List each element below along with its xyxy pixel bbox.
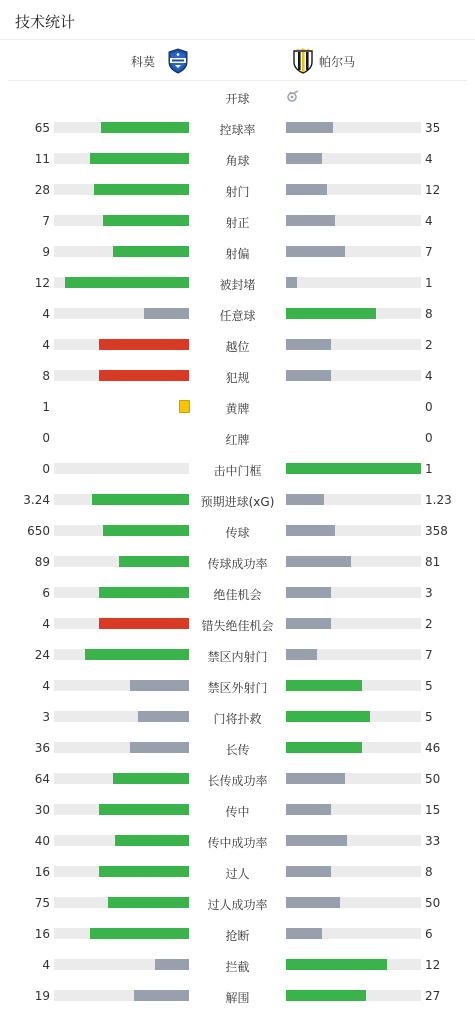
home-bar-track [54, 835, 189, 846]
stat-label: 开球 [225, 92, 250, 106]
home-bar-fill [113, 246, 189, 257]
home-bar-fill [144, 308, 189, 319]
home-value: 12 [34, 276, 50, 290]
home-value: 4 [42, 617, 50, 631]
home-bar-fill [130, 742, 189, 753]
away-bar-fill [286, 370, 331, 381]
away-bar-track [286, 742, 421, 753]
home-bar-track [54, 184, 189, 195]
home-value: 7 [42, 214, 50, 228]
home-team-name: 科莫 [130, 55, 155, 69]
home-team-crest-icon [166, 48, 190, 78]
stat-label: 射偏 [225, 247, 250, 261]
home-value: 28 [34, 183, 50, 197]
away-value: 2 [425, 617, 433, 631]
away-bar-fill [286, 649, 317, 660]
home-bar-track [54, 370, 189, 381]
away-bar-fill [286, 866, 331, 877]
stat-row [0, 299, 475, 330]
away-bar-track [286, 339, 421, 350]
home-value: 9 [42, 245, 50, 259]
home-value: 0 [42, 431, 50, 445]
stat-row [0, 640, 475, 671]
home-value: 4 [42, 958, 50, 972]
stat-row [0, 919, 475, 950]
home-bar-track [54, 277, 189, 288]
away-value: 3 [425, 586, 433, 600]
home-bar-fill [99, 370, 189, 381]
home-bar-fill [65, 277, 189, 288]
home-bar-track [54, 649, 189, 660]
home-bar-track [54, 804, 189, 815]
home-value: 8 [42, 369, 50, 383]
home-bar-fill [92, 494, 189, 505]
home-bar-track [54, 339, 189, 350]
home-value: 4 [42, 679, 50, 693]
away-value: 4 [425, 214, 433, 228]
stat-row [0, 609, 475, 640]
away-value: 5 [425, 679, 433, 693]
away-bar-fill [286, 308, 376, 319]
away-bar-fill [286, 494, 324, 505]
stat-row [0, 206, 475, 237]
stat-label: 过人 [225, 867, 250, 881]
home-value: 89 [34, 555, 50, 569]
away-bar-track [286, 277, 421, 288]
stat-label: 过人成功率 [207, 898, 268, 912]
home-bar-track [54, 122, 189, 133]
away-bar-track [286, 618, 421, 629]
away-value: 2 [425, 338, 433, 352]
away-bar-fill [286, 835, 347, 846]
away-team-name: 帕尔马 [319, 55, 356, 69]
away-bar-track [286, 897, 421, 908]
home-bar-fill [108, 897, 189, 908]
stat-row [0, 826, 475, 857]
stat-row [0, 423, 475, 454]
section-header [0, 0, 475, 40]
away-bar-track [286, 866, 421, 877]
away-value: 7 [425, 245, 433, 259]
away-value: 35 [425, 121, 441, 135]
stat-label: 禁区外射门 [207, 681, 268, 695]
stat-row [0, 516, 475, 547]
home-value: 36 [34, 741, 50, 755]
away-bar-track [286, 153, 421, 164]
home-bar-track [54, 618, 189, 629]
home-value: 3.24 [23, 493, 50, 507]
away-value: 8 [425, 865, 433, 879]
yellow-card-icon [179, 400, 190, 413]
stat-label: 绝佳机会 [213, 588, 262, 602]
stat-label: 长传成功率 [207, 774, 268, 788]
away-bar-fill [286, 122, 333, 133]
home-value: 64 [34, 772, 50, 786]
stat-label: 长传 [225, 743, 250, 757]
stat-label: 任意球 [219, 309, 256, 323]
home-value: 1 [42, 400, 50, 414]
away-bar-fill [286, 463, 421, 474]
stat-label: 犯规 [225, 371, 250, 385]
stat-label: 抢断 [225, 929, 250, 943]
home-value: 24 [34, 648, 50, 662]
away-value: 6 [425, 927, 433, 941]
stat-label: 传中 [225, 805, 250, 819]
away-bar-fill [286, 680, 362, 691]
stat-label: 传球成功率 [207, 557, 268, 571]
away-value: 7 [425, 648, 433, 662]
stat-label: 预期进球(xG) [200, 495, 275, 509]
home-bar-track [54, 990, 189, 1001]
away-bar-track [286, 246, 421, 257]
home-bar-track [54, 246, 189, 257]
away-value: 0 [425, 400, 433, 414]
away-bar-track [286, 463, 421, 474]
home-bar-track [54, 680, 189, 691]
home-bar-fill [99, 618, 189, 629]
home-value: 4 [42, 307, 50, 321]
stat-label: 传中成功率 [207, 836, 268, 850]
away-value: 4 [425, 152, 433, 166]
home-bar-track [54, 463, 189, 474]
away-bar-fill [286, 804, 331, 815]
stat-row [0, 113, 475, 144]
away-value: 50 [425, 896, 441, 910]
away-bar-fill [286, 773, 345, 784]
home-bar-fill [134, 990, 189, 1001]
away-value: 33 [425, 834, 441, 848]
away-bar-track [286, 711, 421, 722]
away-bar-fill [286, 618, 331, 629]
home-bar-track [54, 525, 189, 536]
home-bar-track [54, 866, 189, 877]
home-value: 6 [42, 586, 50, 600]
home-bar-fill [99, 339, 189, 350]
home-bar-fill [103, 525, 189, 536]
home-bar-track [54, 215, 189, 226]
stat-label: 禁区内射门 [207, 650, 268, 664]
stat-row [0, 454, 475, 485]
away-bar-fill [286, 184, 327, 195]
away-value: 5 [425, 710, 433, 724]
away-bar-fill [286, 928, 322, 939]
away-bar-track [286, 494, 421, 505]
away-bar-track [286, 184, 421, 195]
away-value: 0 [425, 431, 433, 445]
home-value: 3 [42, 710, 50, 724]
away-bar-track [286, 680, 421, 691]
stat-row [0, 175, 475, 206]
home-bar-fill [119, 556, 189, 567]
away-bar-track [286, 215, 421, 226]
home-bar-fill [155, 959, 189, 970]
stat-row [0, 578, 475, 609]
home-value: 16 [34, 865, 50, 879]
away-bar-track [286, 990, 421, 1001]
away-value: 4 [425, 369, 433, 383]
away-bar-fill [286, 277, 297, 288]
home-bar-fill [103, 215, 189, 226]
stat-label: 门将扑救 [213, 712, 262, 726]
away-bar-track [286, 556, 421, 567]
away-bar-track [286, 804, 421, 815]
stat-row [0, 888, 475, 919]
home-bar-fill [113, 773, 189, 784]
home-value: 16 [34, 927, 50, 941]
stat-label: 射门 [225, 185, 250, 199]
stat-row [0, 795, 475, 826]
home-bar-track [54, 742, 189, 753]
stat-label: 角球 [225, 154, 250, 168]
away-bar-fill [286, 711, 370, 722]
home-value: 65 [34, 121, 50, 135]
home-bar-fill [99, 866, 189, 877]
home-value: 30 [34, 803, 50, 817]
stat-row [0, 671, 475, 702]
home-bar-track [54, 587, 189, 598]
home-bar-track [54, 494, 189, 505]
stat-label: 击中门框 [213, 464, 262, 478]
away-bar-track [286, 928, 421, 939]
away-value: 81 [425, 555, 441, 569]
stat-label: 被封堵 [219, 278, 256, 292]
away-bar-track [286, 308, 421, 319]
stat-row [0, 950, 475, 981]
home-bar-track [54, 959, 189, 970]
away-bar-track [286, 525, 421, 536]
home-value: 11 [34, 152, 50, 166]
stat-row [0, 981, 475, 1012]
home-value: 4 [42, 338, 50, 352]
away-bar-track [286, 649, 421, 660]
home-value: 40 [34, 834, 50, 848]
away-value: 46 [425, 741, 441, 755]
away-value: 358 [425, 524, 448, 538]
home-value: 19 [34, 989, 50, 1003]
stat-row [0, 485, 475, 516]
home-bar-fill [85, 649, 189, 660]
away-bar-track [286, 835, 421, 846]
away-value: 8 [425, 307, 433, 321]
away-bar-fill [286, 153, 322, 164]
home-bar-fill [90, 153, 189, 164]
stat-row [0, 857, 475, 888]
away-value: 50 [425, 772, 441, 786]
away-bar-fill [286, 897, 340, 908]
section-title: 技术统计 [15, 13, 76, 31]
stat-row [0, 702, 475, 733]
stat-label: 越位 [225, 340, 250, 354]
away-bar-fill [286, 339, 331, 350]
stat-label: 红牌 [225, 433, 250, 447]
home-bar-track [54, 308, 189, 319]
stat-row [0, 268, 475, 299]
home-bar-track [54, 711, 189, 722]
kickoff-whistle-icon [286, 89, 300, 106]
stat-row [0, 82, 475, 113]
away-team-crest-icon [292, 48, 314, 78]
stat-label: 错失绝佳机会 [201, 619, 274, 633]
home-bar-fill [99, 804, 189, 815]
home-bar-track [54, 773, 189, 784]
stat-label: 传球 [225, 526, 250, 540]
home-value: 650 [27, 524, 50, 538]
away-bar-fill [286, 587, 331, 598]
away-bar-fill [286, 556, 351, 567]
away-bar-track [286, 587, 421, 598]
stat-row [0, 144, 475, 175]
away-bar-track [286, 122, 421, 133]
away-bar-fill [286, 959, 387, 970]
stat-row [0, 392, 475, 423]
away-bar-fill [286, 246, 345, 257]
home-bar-fill [138, 711, 189, 722]
home-value: 75 [34, 896, 50, 910]
stat-row [0, 764, 475, 795]
home-bar-track [54, 153, 189, 164]
home-bar-fill [101, 122, 189, 133]
away-value: 15 [425, 803, 441, 817]
home-bar-track [54, 556, 189, 567]
stats-list [0, 82, 475, 1012]
away-bar-fill [286, 742, 362, 753]
away-bar-track [286, 959, 421, 970]
stat-label: 控球率 [219, 123, 256, 137]
stat-row [0, 237, 475, 268]
home-value: 0 [42, 462, 50, 476]
home-bar-fill [115, 835, 189, 846]
home-bar-fill [130, 680, 189, 691]
stat-label: 解围 [225, 991, 250, 1005]
home-bar-fill [99, 587, 189, 598]
away-value: 12 [425, 958, 441, 972]
stat-row [0, 733, 475, 764]
away-value: 12 [425, 183, 441, 197]
away-value: 1 [425, 462, 433, 476]
stat-row [0, 361, 475, 392]
home-bar-fill [90, 928, 189, 939]
stat-label: 黄牌 [225, 402, 250, 416]
away-bar-fill [286, 215, 335, 226]
stat-row [0, 330, 475, 361]
home-bar-track [54, 897, 189, 908]
stat-label: 射正 [225, 216, 250, 230]
away-bar-fill [286, 525, 335, 536]
away-value: 1.23 [425, 493, 452, 507]
away-value: 1 [425, 276, 433, 290]
away-bar-track [286, 773, 421, 784]
home-bar-fill [94, 184, 189, 195]
home-bar-track [54, 928, 189, 939]
teams-row [8, 40, 467, 81]
stat-label: 拦截 [225, 960, 250, 974]
away-value: 27 [425, 989, 441, 1003]
away-bar-track [286, 370, 421, 381]
away-bar-fill [286, 990, 366, 1001]
stat-row [0, 547, 475, 578]
